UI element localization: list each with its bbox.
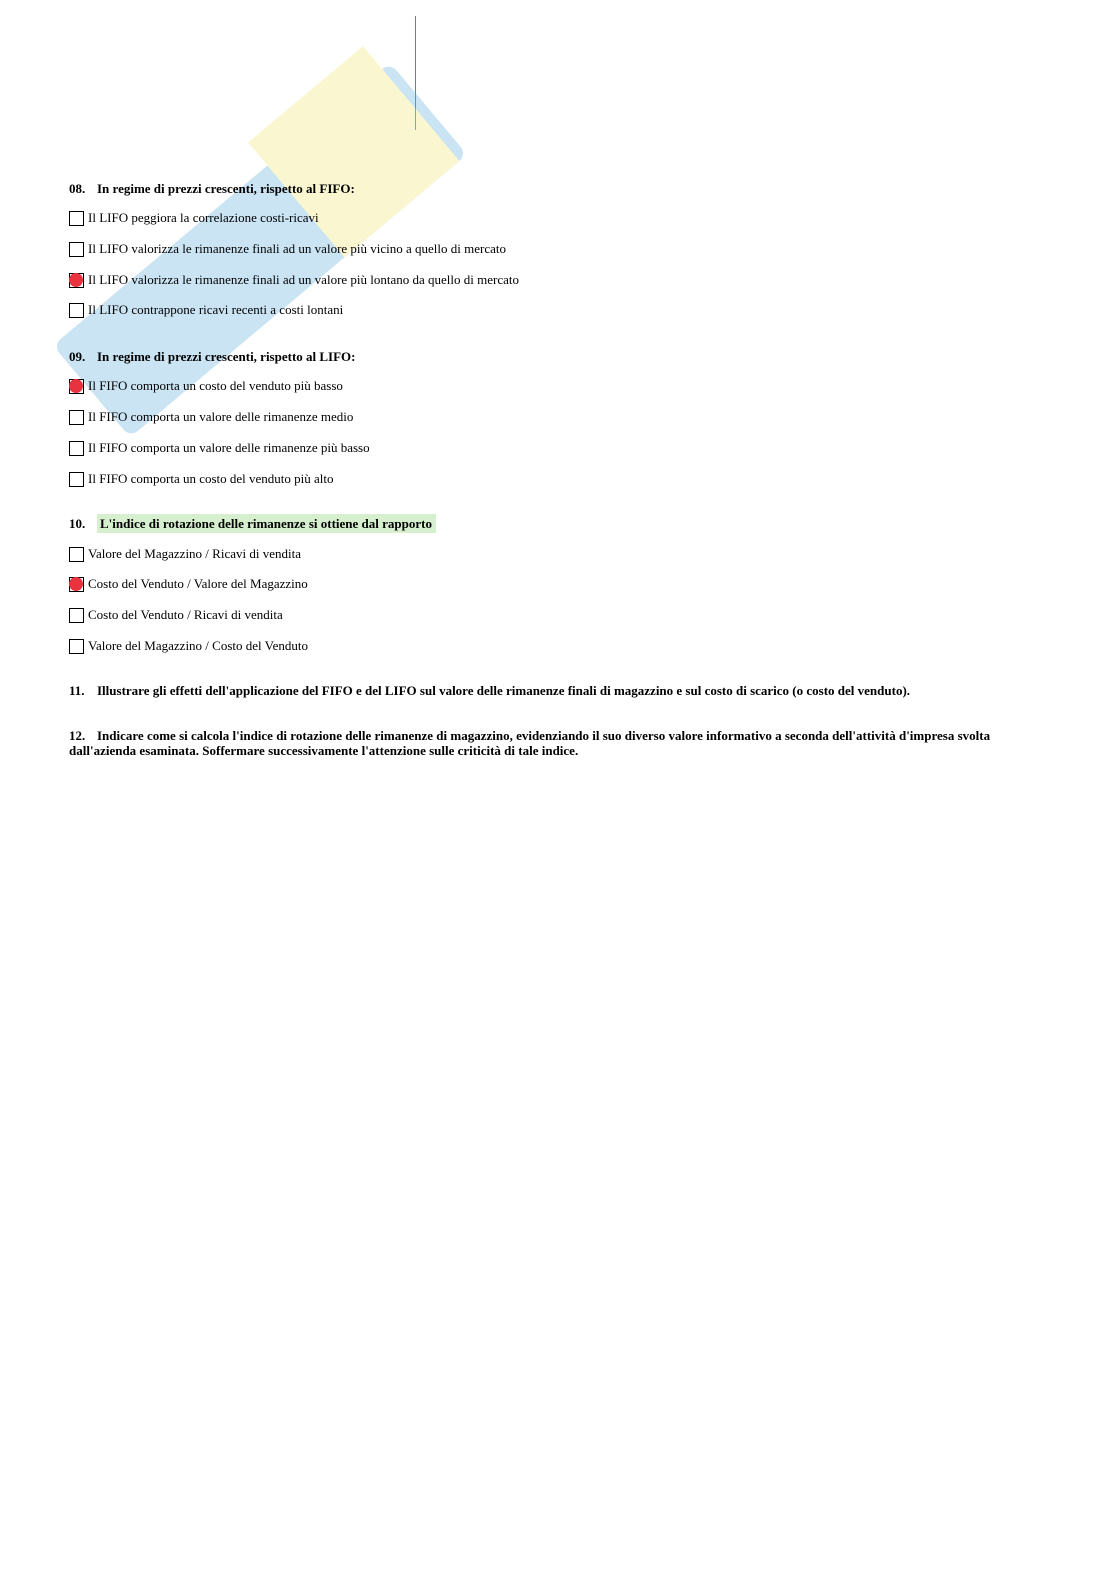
option-label: Valore del Magazzino / Costo del Venduto	[88, 638, 308, 653]
option-08-2[interactable]	[69, 240, 506, 258]
option-label: Il LIFO valorizza le rimanenze finali ad un valore più vicino a quello di mercato	[88, 241, 507, 256]
question-text: Indicare come si calcola l'indice di rotazione delle rimanenze di magazzino, evidenziando il suo diverso valore informativo a seconda dell'attività d'impresa svolta dall'azienda esaminata. Soffermare successivamente l'attenzione sulle criticità di tale indice.	[69, 728, 991, 758]
question-10	[69, 516, 436, 531]
question-number: 12.	[69, 728, 86, 743]
question-11	[69, 683, 1039, 698]
question-text-highlighted: L'indice di rotazione delle rimanenze si ottiene dal rapporto	[97, 514, 436, 533]
question-number: 11.	[69, 683, 85, 698]
checkbox[interactable]	[69, 410, 84, 425]
option-label: Costo del Venduto / Valore del Magazzino	[88, 576, 308, 591]
option-label: Il FIFO comporta un costo del venduto più basso	[88, 378, 343, 393]
checkbox[interactable]	[69, 472, 84, 487]
checkbox-checked[interactable]	[69, 273, 84, 288]
option-label: Il FIFO comporta un costo del venduto più alto	[88, 471, 334, 486]
question-text: In regime di prezzi crescenti, rispetto al LIFO:	[97, 349, 356, 364]
question-text: In regime di prezzi crescenti, rispetto al FIFO:	[97, 181, 355, 196]
question-number: 09.	[69, 349, 86, 364]
option-label: Il FIFO comporta un valore delle rimanenze medio	[88, 409, 354, 424]
option-label: Il LIFO peggiora la correlazione costi-ricavi	[88, 210, 319, 225]
option-09-2[interactable]	[69, 408, 353, 426]
option-label: Costo del Venduto / Ricavi di vendita	[88, 607, 283, 622]
option-08-3[interactable]	[69, 271, 519, 289]
option-09-3[interactable]	[69, 439, 370, 457]
option-08-4[interactable]	[69, 301, 343, 319]
question-08	[69, 181, 355, 196]
option-09-4[interactable]	[69, 470, 334, 488]
option-label: Il FIFO comporta un valore delle rimanenze più basso	[88, 440, 370, 455]
checkbox[interactable]	[69, 242, 84, 257]
question-text: Illustrare gli effetti dell'applicazione del FIFO e del LIFO sul valore delle rimanenze finali di magazzino e sul costo di scarico (o costo del venduto).	[97, 683, 911, 698]
option-label: Il LIFO contrappone ricavi recenti a costi lontani	[88, 302, 344, 317]
checkbox[interactable]	[69, 211, 84, 226]
option-label: Valore del Magazzino / Ricavi di vendita	[88, 546, 301, 561]
checkbox[interactable]	[69, 303, 84, 318]
option-10-3[interactable]	[69, 606, 283, 624]
question-number: 08.	[69, 181, 86, 196]
option-10-4[interactable]	[69, 637, 308, 655]
question-09	[69, 349, 356, 364]
option-10-1[interactable]	[69, 545, 301, 563]
checkbox[interactable]	[69, 608, 84, 623]
option-10-2[interactable]	[69, 575, 308, 593]
question-12	[69, 728, 1039, 758]
option-label: Il LIFO valorizza le rimanenze finali ad un valore più lontano da quello di mercato	[88, 272, 520, 287]
checkbox-checked[interactable]	[69, 577, 84, 592]
top-vertical-rule	[415, 16, 416, 130]
question-number: 10.	[69, 516, 86, 531]
checkbox-checked[interactable]	[69, 379, 84, 394]
checkbox[interactable]	[69, 441, 84, 456]
checkbox[interactable]	[69, 639, 84, 654]
option-08-1[interactable]	[69, 209, 319, 227]
option-09-1[interactable]	[69, 377, 343, 395]
checkbox[interactable]	[69, 547, 84, 562]
